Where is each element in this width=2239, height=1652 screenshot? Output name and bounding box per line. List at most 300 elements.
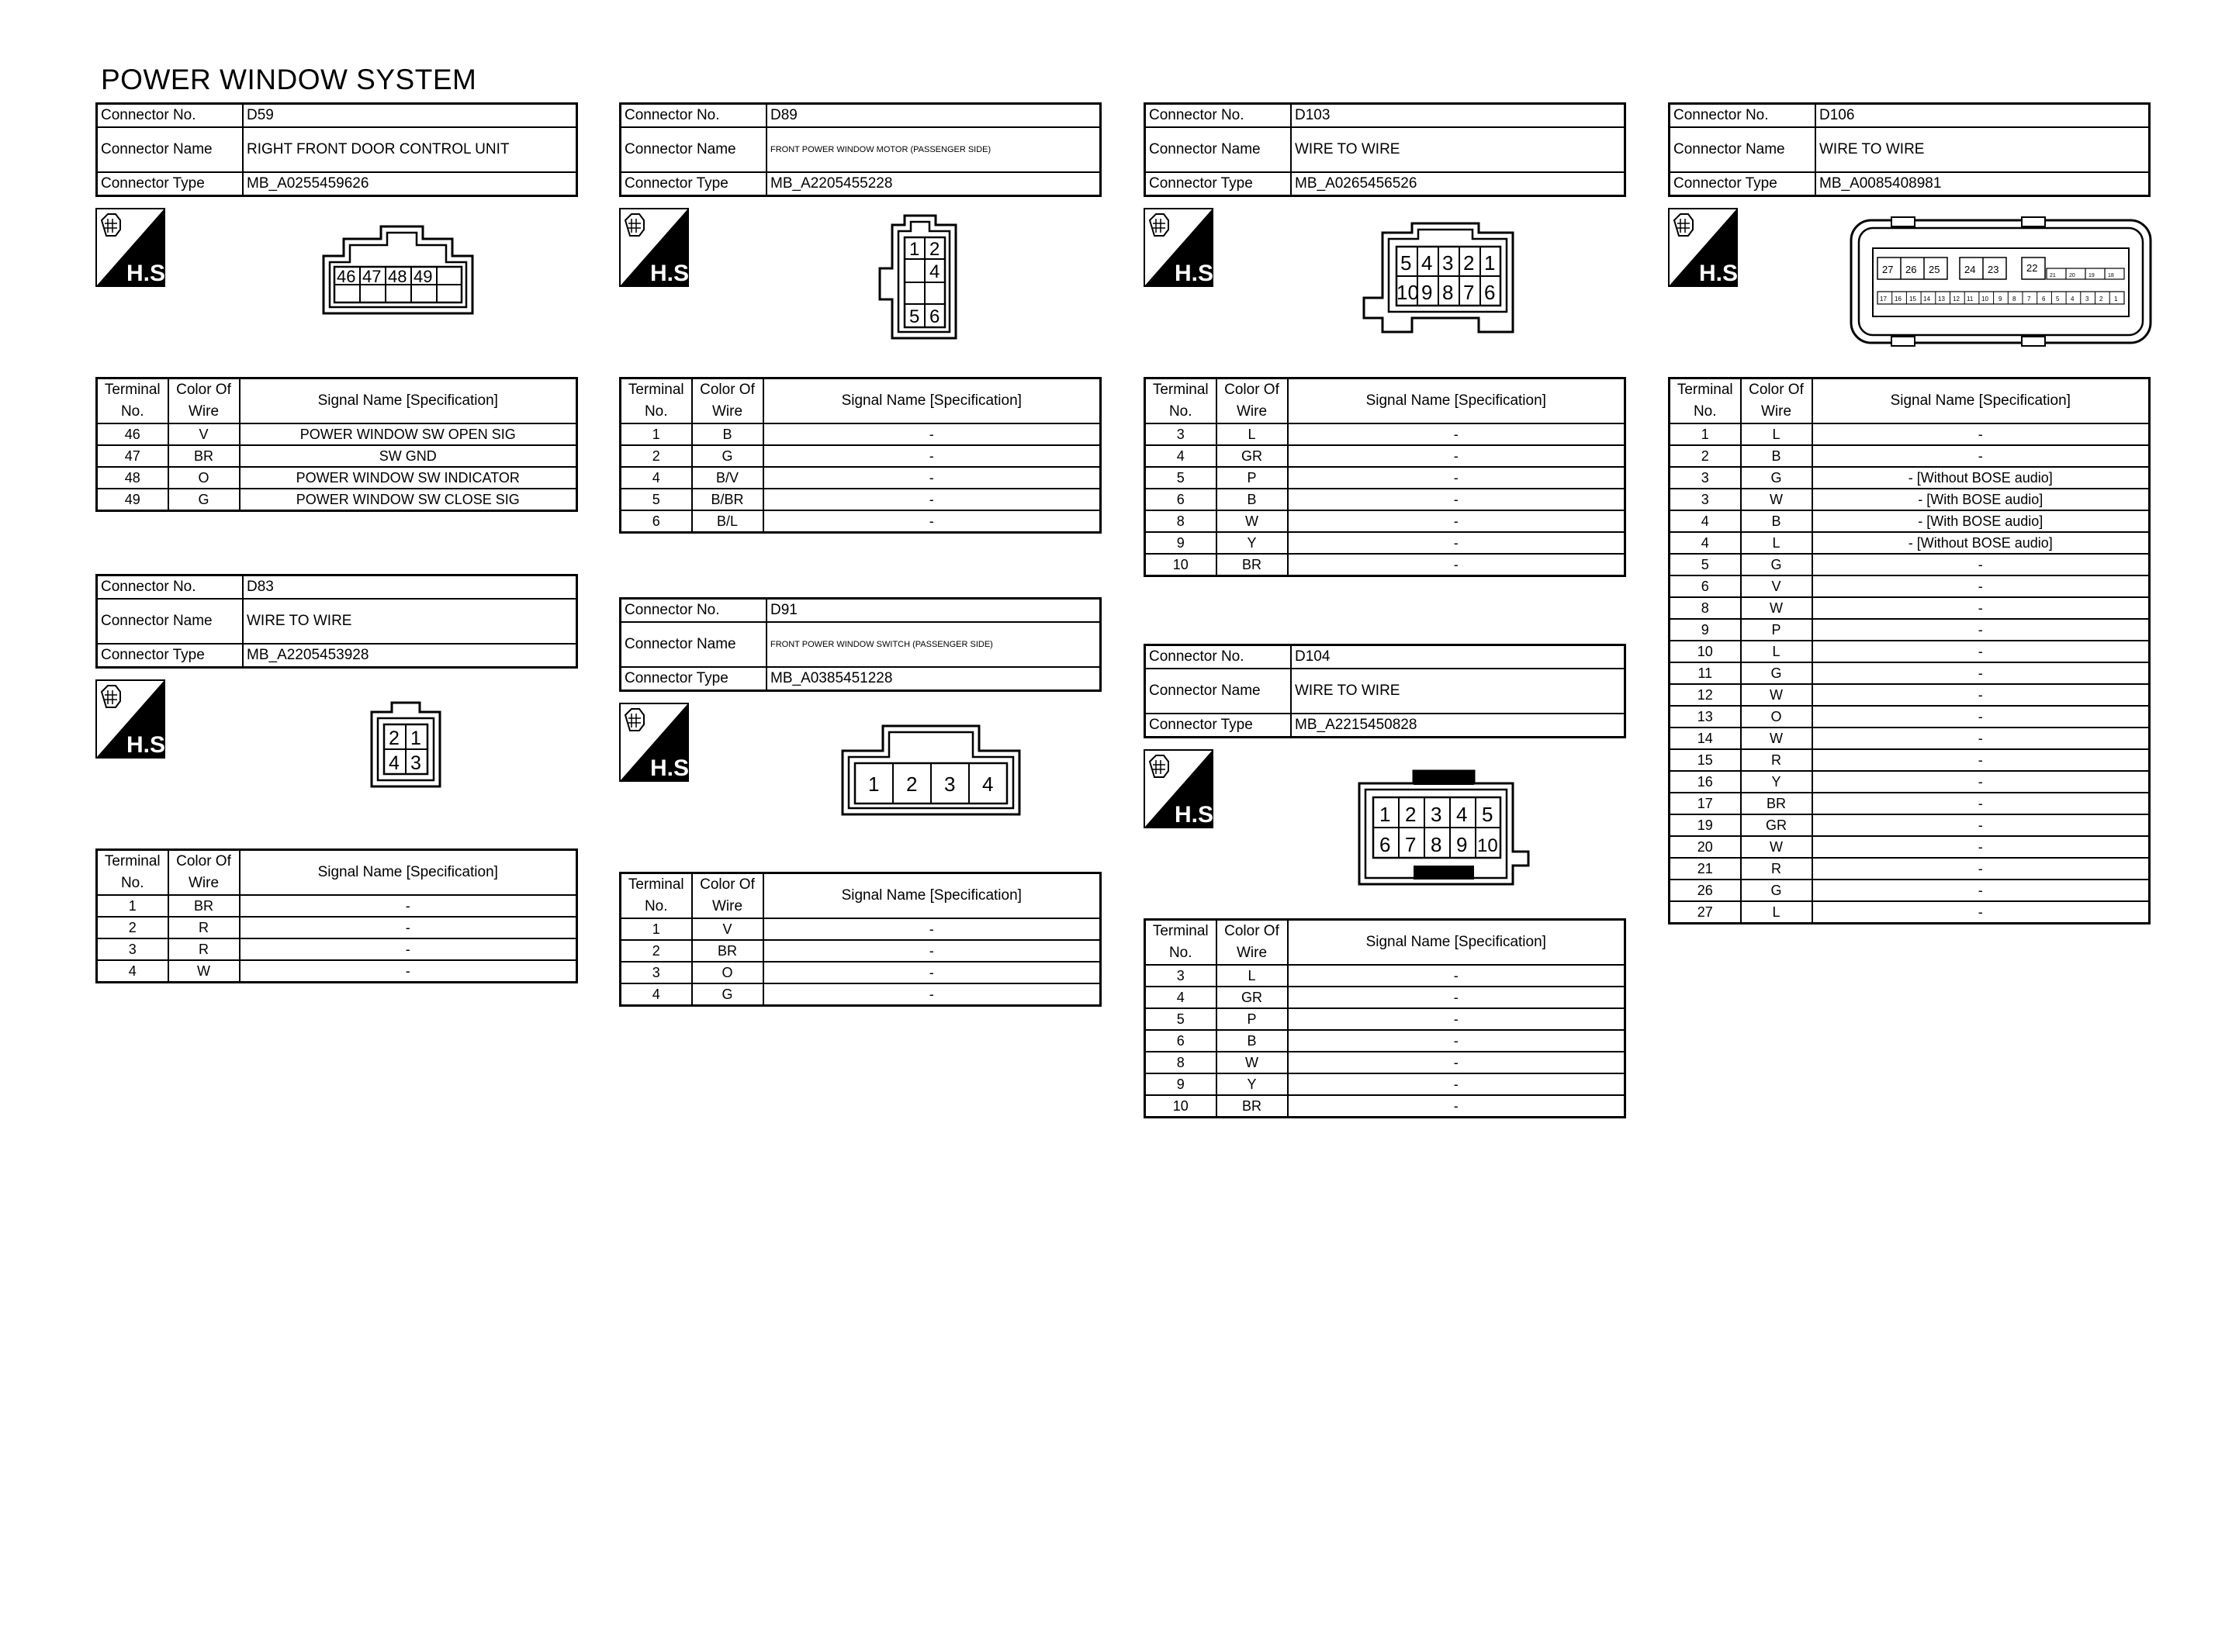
signal-name-cell: - [With BOSE audio] — [1812, 489, 2150, 510]
terminal-row — [1670, 532, 2150, 554]
wire-color-cell: P — [1216, 467, 1288, 489]
cavity-label: 20 — [2069, 273, 2075, 278]
connector-name-value: FRONT POWER WINDOW MOTOR (PASSENGER SIDE) — [767, 127, 1101, 172]
terminal-table-d83 — [95, 848, 578, 983]
signal-name-cell: - — [763, 467, 1101, 489]
terminal-no-cell: 16 — [1670, 771, 1741, 793]
wire-color-cell: O — [1741, 706, 1812, 728]
harness-side-icon — [95, 679, 172, 759]
harness-side-icon — [1144, 208, 1220, 287]
connector-no-value: D103 — [1291, 104, 1625, 128]
signal-name-cell: - — [1812, 706, 2150, 728]
terminal-row — [621, 962, 1101, 983]
cavity-label: 9 — [1421, 281, 1433, 304]
harness-side-icon — [1668, 208, 1745, 287]
connector-face-d103 — [1362, 222, 1531, 334]
cavity-label: 8 — [1442, 281, 1454, 304]
connector-block-d89 — [619, 102, 1102, 534]
signal-name-header: Signal Name [Specification] — [1288, 920, 1625, 966]
terminal-no-cell: 11 — [1670, 662, 1741, 684]
wire-color-cell: O — [692, 962, 763, 983]
signal-name-cell: - — [1812, 858, 2150, 880]
wire-color-cell: BR — [1216, 1095, 1288, 1118]
cavity-label: 12 — [1953, 295, 1960, 302]
signal-name-cell: - [Without BOSE audio] — [1812, 532, 2150, 554]
terminal-no-cell: 12 — [1670, 684, 1741, 706]
terminal-no-header: Terminal No. — [97, 378, 168, 424]
terminal-no-cell: 5 — [1670, 554, 1741, 575]
signal-name-cell: - — [763, 983, 1101, 1006]
signal-name-cell: - — [763, 489, 1101, 510]
connector-name-value: WIRE TO WIRE — [1815, 127, 2150, 172]
cavity-label: 13 — [1938, 295, 1945, 302]
terminal-row — [1670, 597, 2150, 619]
connector-type-label: Connector Type — [97, 644, 244, 668]
signal-name-cell: - — [1288, 445, 1625, 467]
terminal-no-cell: 3 — [1670, 489, 1741, 510]
cavity-label: 24 — [1964, 264, 1976, 275]
connector-info-table — [95, 574, 578, 669]
wire-color-cell: BR — [1741, 793, 1812, 814]
connector-figure — [619, 692, 1102, 872]
connector-no-label: Connector No. — [1670, 104, 1816, 128]
terminal-row — [1670, 793, 2150, 814]
color-of-wire-header: Color Of Wire — [1216, 378, 1288, 424]
terminal-no-cell: 46 — [97, 423, 168, 445]
terminal-no-cell: 27 — [1670, 901, 1741, 924]
wire-color-cell: G — [692, 983, 763, 1006]
wire-color-cell: O — [168, 467, 240, 489]
connector-type-value: MB_A0255459626 — [243, 172, 577, 196]
terminal-row — [97, 917, 577, 938]
signal-name-cell: - — [240, 938, 577, 960]
wire-color-cell: B/V — [692, 467, 763, 489]
signal-name-cell: - — [1812, 793, 2150, 814]
signal-name-cell: - — [1812, 901, 2150, 924]
terminal-no-header: Terminal No. — [621, 378, 692, 424]
terminal-no-cell: 1 — [621, 918, 692, 940]
terminal-no-cell: 5 — [621, 489, 692, 510]
terminal-row — [1670, 423, 2150, 445]
cavity-label: 9 — [1456, 833, 1468, 856]
signal-name-cell: POWER WINDOW SW CLOSE SIG — [240, 489, 577, 511]
cavity-label: 3 — [1431, 803, 1442, 826]
wire-color-cell: Y — [1741, 771, 1812, 793]
connector-no-label: Connector No. — [1145, 104, 1292, 128]
terminal-row — [1145, 423, 1625, 445]
signal-name-cell: - — [763, 423, 1101, 445]
wire-color-cell: B/BR — [692, 489, 763, 510]
signal-name-cell: - — [1288, 554, 1625, 576]
cavity-label: 5 — [2056, 295, 2060, 302]
terminal-no-cell: 1 — [1670, 423, 1741, 445]
connector-type-value: MB_A0085408981 — [1815, 172, 2150, 196]
cavity-label: 3 — [1442, 251, 1454, 275]
cavity-label: 8 — [1431, 833, 1442, 856]
signal-name-header: Signal Name [Specification] — [763, 873, 1101, 919]
terminal-no-cell: 48 — [97, 467, 168, 489]
signal-name-cell: - — [763, 940, 1101, 962]
connector-face-d104 — [1358, 769, 1530, 886]
signal-name-cell: - — [763, 510, 1101, 533]
terminal-no-cell: 3 — [621, 962, 692, 983]
terminal-no-header: Terminal No. — [1670, 378, 1741, 424]
color-of-wire-header: Color Of Wire — [692, 873, 763, 919]
terminal-row — [1670, 554, 2150, 575]
terminal-row — [621, 467, 1101, 489]
cavity-label: 18 — [2108, 273, 2114, 278]
terminal-no-cell: 1 — [97, 895, 168, 917]
terminal-no-cell: 21 — [1670, 858, 1741, 880]
connector-no-value: D104 — [1291, 645, 1625, 669]
cavity-label: 4 — [2071, 295, 2075, 302]
connector-name-value: WIRE TO WIRE — [1291, 669, 1625, 714]
cavity-label: 5 — [1400, 251, 1412, 275]
wire-color-cell: P — [1741, 619, 1812, 641]
signal-name-header: Signal Name [Specification] — [763, 378, 1101, 424]
wire-color-cell: G — [1741, 467, 1812, 489]
wire-color-cell: W — [1741, 489, 1812, 510]
terminal-no-cell: 9 — [1145, 1073, 1216, 1095]
wire-color-cell: W — [1741, 836, 1812, 858]
cavity-label: 4 — [389, 752, 400, 774]
signal-name-cell: - — [1812, 684, 2150, 706]
connector-no-label: Connector No. — [97, 104, 244, 128]
terminal-no-cell: 10 — [1145, 1095, 1216, 1118]
terminal-no-cell: 5 — [1145, 1008, 1216, 1030]
connector-type-label: Connector Type — [621, 172, 767, 196]
terminal-row — [1145, 1008, 1625, 1030]
color-of-wire-header: Color Of Wire — [692, 378, 763, 424]
terminal-no-cell: 4 — [1145, 987, 1216, 1008]
cavity-label: 7 — [1463, 281, 1475, 304]
cavity-label: 10 — [1981, 295, 1988, 302]
cavity-label: 25 — [1929, 264, 1940, 275]
terminal-row — [1145, 467, 1625, 489]
signal-name-header: Signal Name [Specification] — [240, 850, 577, 896]
connector-no-label: Connector No. — [97, 575, 244, 600]
connector-figure — [1668, 197, 2151, 377]
terminal-no-cell: 2 — [1670, 445, 1741, 467]
wire-color-cell: R — [168, 938, 240, 960]
connector-type-label: Connector Type — [1145, 714, 1292, 738]
terminal-table-d91 — [619, 872, 1102, 1007]
signal-name-cell: - — [763, 445, 1101, 467]
cavity-label: 11 — [1967, 295, 1974, 302]
connector-name-label: Connector Name — [1145, 127, 1292, 172]
harness-side-icon — [619, 703, 696, 782]
connector-type-value: MB_A0265456526 — [1291, 172, 1625, 196]
signal-name-cell: - — [1812, 728, 2150, 749]
terminal-row — [1670, 684, 2150, 706]
wire-color-cell: G — [168, 489, 240, 511]
cavity-label: 5 — [909, 306, 920, 327]
terminal-no-cell: 8 — [1670, 597, 1741, 619]
wire-color-cell: W — [168, 960, 240, 983]
wire-color-cell: BR — [168, 895, 240, 917]
connector-name-label: Connector Name — [1670, 127, 1816, 172]
signal-name-cell: - — [763, 962, 1101, 983]
connector-name-value: FRONT POWER WINDOW SWITCH (PASSENGER SIDE) — [767, 622, 1101, 667]
terminal-no-cell: 5 — [1145, 467, 1216, 489]
signal-name-header: Signal Name [Specification] — [1812, 378, 2150, 424]
wire-color-cell: V — [168, 423, 240, 445]
terminal-table-d103 — [1144, 377, 1626, 577]
terminal-no-cell: 4 — [1145, 445, 1216, 467]
terminal-table-d104 — [1144, 918, 1626, 1118]
wire-color-cell: BR — [692, 940, 763, 962]
connector-no-label: Connector No. — [1145, 645, 1292, 669]
terminal-row — [1145, 510, 1625, 532]
cavity-label: 2 — [2099, 295, 2103, 302]
terminal-row — [97, 445, 577, 467]
page-title: POWER WINDOW SYSTEM — [101, 64, 477, 95]
terminal-row — [1670, 489, 2150, 510]
terminal-row — [97, 467, 577, 489]
terminal-no-cell: 6 — [1145, 489, 1216, 510]
terminal-no-header: Terminal No. — [621, 873, 692, 919]
signal-name-cell: - — [1288, 1073, 1625, 1095]
wire-color-cell: G — [1741, 662, 1812, 684]
terminal-no-cell: 13 — [1670, 706, 1741, 728]
connector-info-table — [619, 102, 1102, 197]
terminal-no-cell: 4 — [621, 467, 692, 489]
signal-name-cell: - [Without BOSE audio] — [1812, 467, 2150, 489]
color-of-wire-header: Color Of Wire — [168, 378, 240, 424]
cavity-label: 49 — [414, 267, 433, 286]
signal-name-cell: - — [1288, 1095, 1625, 1118]
cavity-label: 46 — [337, 267, 356, 286]
terminal-row — [1145, 445, 1625, 467]
terminal-row — [1670, 880, 2150, 901]
wire-color-cell: P — [1216, 1008, 1288, 1030]
wire-color-cell: B — [1216, 489, 1288, 510]
signal-name-cell: - — [1812, 597, 2150, 619]
cavity-label: 2 — [389, 728, 400, 749]
terminal-table-d89 — [619, 377, 1102, 534]
terminal-no-cell: 1 — [621, 423, 692, 445]
cavity-label: 19 — [2088, 273, 2095, 278]
wire-color-cell: W — [1741, 684, 1812, 706]
terminal-no-cell: 6 — [1670, 575, 1741, 597]
connector-face-d91 — [841, 724, 1021, 816]
connector-type-value: MB_A2205453928 — [243, 644, 577, 668]
cavity-label: 3 — [410, 752, 421, 774]
hs-badge-text: H.S. — [126, 261, 172, 286]
cavity-label: 47 — [362, 267, 382, 286]
terminal-no-cell: 10 — [1670, 641, 1741, 662]
terminal-no-cell: 2 — [621, 940, 692, 962]
signal-name-cell: POWER WINDOW SW OPEN SIG — [240, 423, 577, 445]
connector-figure — [1144, 197, 1626, 377]
terminal-no-cell: 4 — [621, 983, 692, 1006]
cavity-label: 2 — [1405, 803, 1417, 826]
terminal-row — [1145, 1052, 1625, 1073]
wire-color-cell: R — [168, 917, 240, 938]
terminal-row — [1145, 532, 1625, 554]
cavity-label: 6 — [1484, 281, 1496, 304]
terminal-row — [1145, 489, 1625, 510]
signal-name-cell: - — [1288, 987, 1625, 1008]
connector-block-d83 — [95, 574, 578, 983]
signal-name-cell: - — [1812, 619, 2150, 641]
terminal-row — [1670, 814, 2150, 836]
wire-color-cell: L — [1216, 965, 1288, 987]
wire-color-cell: BR — [168, 445, 240, 467]
connector-info-table — [95, 102, 578, 197]
terminal-no-cell: 6 — [621, 510, 692, 533]
signal-name-cell: - — [1812, 575, 2150, 597]
connector-no-value: D59 — [243, 104, 577, 128]
terminal-row — [1670, 641, 2150, 662]
connector-figure — [95, 669, 578, 848]
terminal-no-cell: 17 — [1670, 793, 1741, 814]
connector-name-value: WIRE TO WIRE — [1291, 127, 1625, 172]
wire-color-cell: V — [1741, 575, 1812, 597]
connector-figure — [1144, 738, 1626, 918]
hs-badge-text: H.S. — [1175, 261, 1220, 286]
terminal-row — [1670, 901, 2150, 924]
wire-color-cell: G — [1741, 554, 1812, 575]
signal-name-cell: - — [763, 918, 1101, 940]
cavity-label: 23 — [1988, 264, 1999, 275]
terminal-row — [97, 489, 577, 511]
color-of-wire-header: Color Of Wire — [168, 850, 240, 896]
connector-block-d106 — [1668, 102, 2151, 924]
wire-color-cell: L — [1741, 532, 1812, 554]
connector-no-value: D83 — [243, 575, 577, 600]
terminal-no-header: Terminal No. — [1145, 920, 1216, 966]
signal-name-cell: - — [1812, 836, 2150, 858]
wire-color-cell: Y — [1216, 1073, 1288, 1095]
connector-figure — [95, 197, 578, 377]
terminal-row — [621, 489, 1101, 510]
terminal-row — [1670, 662, 2150, 684]
terminal-no-cell: 3 — [1145, 423, 1216, 445]
connector-name-label: Connector Name — [621, 127, 767, 172]
terminal-row — [1670, 706, 2150, 728]
cavity-label: 22 — [2026, 262, 2038, 274]
wire-color-cell: BR — [1216, 554, 1288, 576]
cavity-label: 4 — [982, 772, 994, 796]
terminal-row — [1670, 858, 2150, 880]
cavity-label: 6 — [1379, 833, 1391, 856]
terminal-row — [621, 510, 1101, 533]
terminal-row — [1145, 1030, 1625, 1052]
terminal-row — [1670, 771, 2150, 793]
hs-badge-text: H.S. — [650, 261, 696, 286]
terminal-row — [1670, 728, 2150, 749]
terminal-row — [1670, 749, 2150, 771]
connector-no-label: Connector No. — [621, 599, 767, 623]
cavity-label: 7 — [1405, 833, 1417, 856]
cavity-label: 1 — [1484, 251, 1496, 275]
signal-name-cell: - — [1812, 554, 2150, 575]
terminal-row — [1670, 445, 2150, 467]
terminal-no-cell: 8 — [1145, 510, 1216, 532]
terminal-row — [1670, 575, 2150, 597]
cavity-label: 17 — [1880, 295, 1887, 302]
cavity-label: 4 — [1456, 803, 1468, 826]
cavity-label: 3 — [944, 772, 956, 796]
terminal-row — [1670, 510, 2150, 532]
connector-type-value: MB_A2215450828 — [1291, 714, 1625, 738]
signal-name-header: Signal Name [Specification] — [240, 378, 577, 424]
color-of-wire-header: Color Of Wire — [1216, 920, 1288, 966]
terminal-no-cell: 20 — [1670, 836, 1741, 858]
signal-name-cell: POWER WINDOW SW INDICATOR — [240, 467, 577, 489]
wire-color-cell: W — [1216, 1052, 1288, 1073]
wire-color-cell: B/L — [692, 510, 763, 533]
signal-name-cell: - — [1288, 532, 1625, 554]
connector-name-value: WIRE TO WIRE — [243, 599, 577, 644]
signal-name-cell: - — [1812, 445, 2150, 467]
hs-badge-text: H.S. — [126, 732, 172, 758]
signal-name-cell: - — [1812, 662, 2150, 684]
terminal-row — [1670, 467, 2150, 489]
terminal-row — [1145, 987, 1625, 1008]
cavity-label: 21 — [2050, 273, 2056, 278]
wire-color-cell: L — [1216, 423, 1288, 445]
wire-color-cell: R — [1741, 749, 1812, 771]
wire-color-cell: Y — [1216, 532, 1288, 554]
wire-color-cell: W — [1741, 728, 1812, 749]
wire-color-cell: R — [1741, 858, 1812, 880]
wire-color-cell: V — [692, 918, 763, 940]
signal-name-cell: - — [1812, 641, 2150, 662]
terminal-no-cell: 3 — [97, 938, 168, 960]
signal-name-cell: - — [1288, 423, 1625, 445]
wire-color-cell: GR — [1216, 987, 1288, 1008]
cavity-label: 1 — [2114, 295, 2118, 302]
signal-name-cell: - — [240, 917, 577, 938]
wire-color-cell: GR — [1741, 814, 1812, 836]
terminal-row — [1145, 1095, 1625, 1118]
connector-type-value: MB_A0385451228 — [767, 667, 1101, 691]
cavity-label: 16 — [1895, 295, 1902, 302]
cavity-label: 6 — [929, 306, 940, 327]
cavity-label: 10 — [1396, 281, 1419, 304]
terminal-row — [621, 918, 1101, 940]
connector-face-d106 — [1850, 216, 2152, 347]
wire-color-cell: B — [1741, 510, 1812, 532]
connector-block-d59 — [95, 102, 578, 512]
cavity-label: 3 — [2085, 295, 2089, 302]
terminal-row — [97, 895, 577, 917]
terminal-no-cell: 49 — [97, 489, 168, 511]
signal-name-cell: - — [240, 895, 577, 917]
hs-badge-text: H.S. — [1175, 802, 1220, 828]
wire-color-cell: G — [692, 445, 763, 467]
hs-badge-text: H.S. — [1699, 261, 1745, 286]
signal-name-cell: - — [1288, 1030, 1625, 1052]
connector-face-d83 — [370, 701, 441, 788]
signal-name-cell: - — [1812, 749, 2150, 771]
terminal-row — [1145, 554, 1625, 576]
signal-name-cell: - — [1288, 965, 1625, 987]
connector-type-label: Connector Type — [621, 667, 767, 691]
terminal-no-cell: 6 — [1145, 1030, 1216, 1052]
terminal-row — [97, 938, 577, 960]
terminal-no-cell: 4 — [1670, 532, 1741, 554]
cavity-label: 14 — [1923, 295, 1930, 302]
connector-face-d89 — [875, 214, 962, 340]
cavity-label: 4 — [929, 261, 940, 282]
terminal-table-d59 — [95, 377, 578, 512]
connector-name-label: Connector Name — [621, 622, 767, 667]
cavity-label: 5 — [1482, 803, 1493, 826]
connector-no-value: D106 — [1815, 104, 2150, 128]
